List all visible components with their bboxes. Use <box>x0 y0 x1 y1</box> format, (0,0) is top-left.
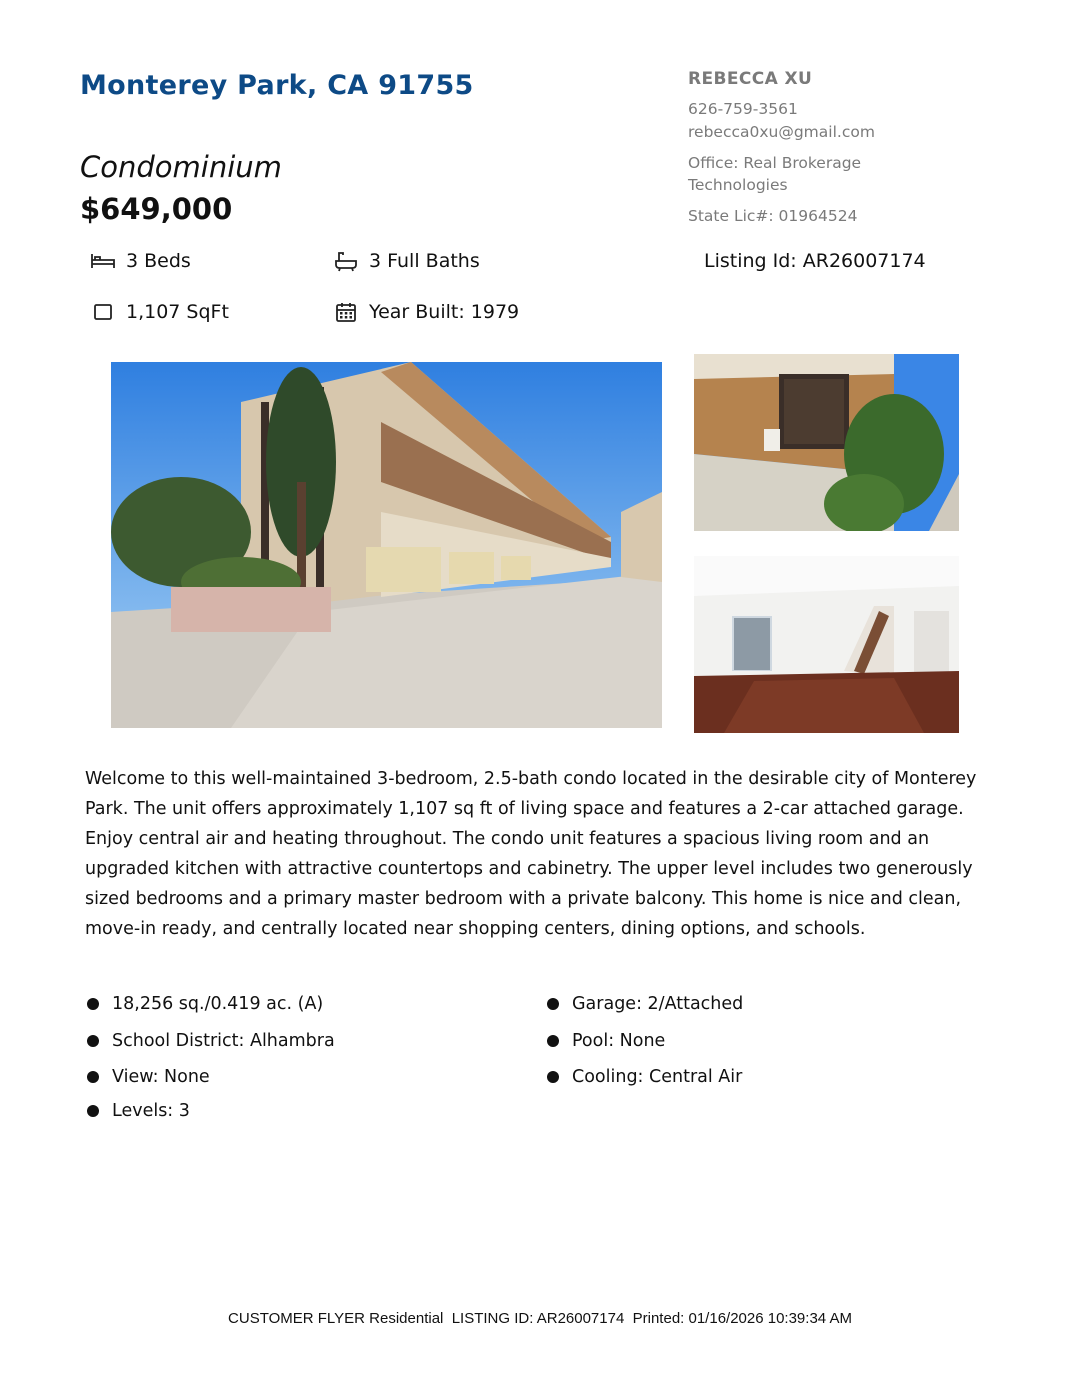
feature-item <box>87 1101 190 1121</box>
property-type: Condominium <box>80 150 282 184</box>
property-address: Monterey Park, CA 91755 <box>80 70 474 101</box>
stat-baths <box>333 250 480 272</box>
feature-item <box>87 994 323 1014</box>
bathtub-icon <box>333 250 359 272</box>
stat-year-label: Year Built: 1979 <box>369 301 520 323</box>
bullet-icon <box>547 998 559 1010</box>
stat-beds <box>90 250 191 272</box>
feature-levels: Levels: 3 <box>112 1101 190 1121</box>
agent-license: State Lic#: 01964524 <box>688 207 858 225</box>
feature-lot-size: 18,256 sq./0.419 ac. (A) <box>112 994 324 1014</box>
side-exterior-photo <box>694 354 959 531</box>
agent-phone: 626-759-3561 <box>688 100 798 118</box>
feature-school-district: School District: Alhambra <box>112 1031 335 1051</box>
bullet-icon <box>87 998 99 1010</box>
feature-item <box>547 994 743 1014</box>
flyer-footer: CUSTOMER FLYER Residential LISTING ID: AR26007174 Printed: 01/16/2026 10:39:34 AM <box>228 1310 852 1327</box>
feature-pool: Pool: None <box>572 1031 666 1051</box>
bullet-icon <box>87 1035 99 1047</box>
interior-photo <box>694 556 959 733</box>
stat-sqft-label: 1,107 SqFt <box>126 301 229 323</box>
stat-baths-label: 3 Full Baths <box>369 250 480 272</box>
feature-view: View: None <box>112 1067 210 1087</box>
stat-beds-label: 3 Beds <box>126 250 191 272</box>
feature-item <box>87 1031 335 1051</box>
agent-name: REBECCA XU <box>688 69 813 89</box>
agent-email: rebecca0xu@gmail.com <box>688 123 875 141</box>
stat-sqft <box>90 301 229 323</box>
listing-id: Listing Id: AR26007174 <box>704 250 926 272</box>
calendar-icon <box>333 301 359 323</box>
stat-year-built <box>333 301 519 323</box>
property-description: Welcome to this well-maintained 3-bedroom, 2.5-bath condo located in the desirable city of Monterey Park. The unit offers approximately 1,107 sq ft of living space and features a 2-car attached garage. Enjoy central air and heating throughout. The condo unit features a spacious living room and an upgraded kitchen with attractive countertops and cabinetry. The upper level includes two generously sized bedrooms and a primary master bedroom with a private balcony. This home is nice and clean, move-in ready, and centrally located near shopping centers, dining options, and schools. <box>85 769 977 939</box>
agent-office: Office: Real Brokerage Technologies <box>688 154 862 194</box>
bullet-icon <box>87 1071 99 1083</box>
bullet-icon <box>547 1071 559 1083</box>
main-exterior-photo <box>111 362 662 728</box>
listing-price: $649,000 <box>80 192 233 226</box>
feature-garage: Garage: 2/Attached <box>572 994 744 1014</box>
feature-item <box>547 1067 742 1087</box>
feature-item <box>547 1031 665 1051</box>
bed-icon <box>90 250 116 272</box>
bullet-icon <box>87 1105 99 1117</box>
feature-cooling: Cooling: Central Air <box>572 1067 743 1087</box>
bullet-icon <box>547 1035 559 1047</box>
feature-item <box>87 1067 210 1087</box>
square-icon <box>90 301 116 323</box>
